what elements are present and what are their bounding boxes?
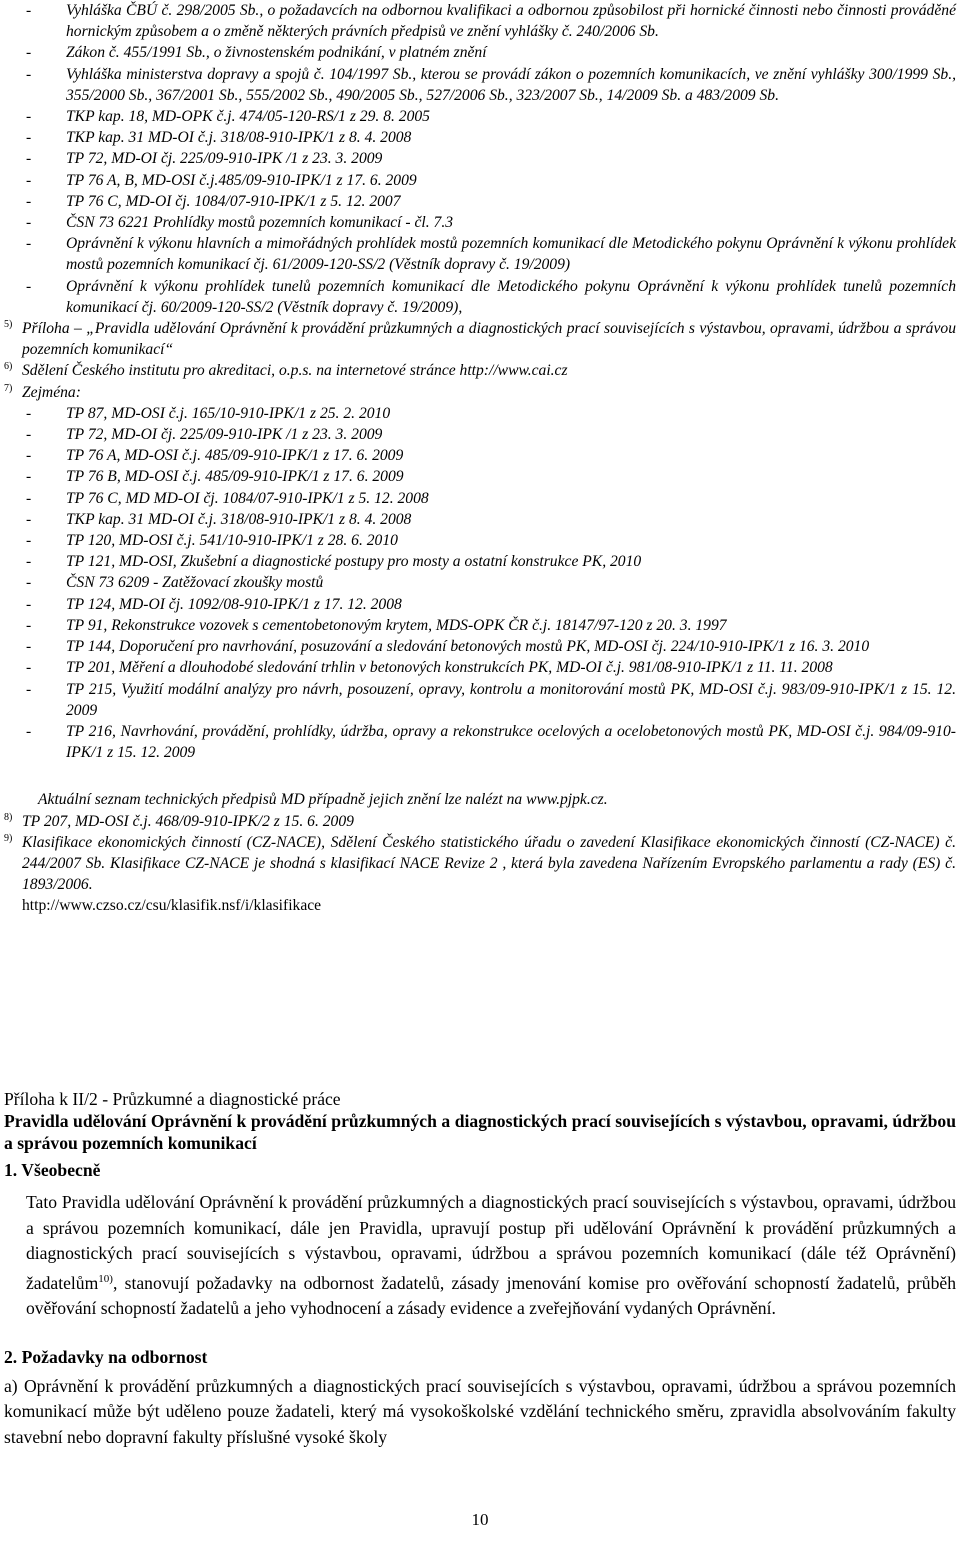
standards-note: Aktuální seznam technických předpisů MD případně jejich znění lze nalézt na www.pjpk.cz. [38,791,608,809]
list-item [0,276,960,318]
list-item [0,551,960,572]
list-item [0,594,960,615]
bullet-dash: - [26,595,32,613]
section-1-paragraph [0,1190,960,1322]
list-item [0,212,960,233]
bullet-dash: - [26,468,32,486]
list-item [0,615,960,636]
footnote-9-url: http://www.czso.cz/csu/klasifik.nsf/i/klasifikace [22,897,322,915]
bullet-dash: - [26,510,32,528]
list-item-text: TP 144, Doporučení pro navrhování, posuzování a sledování betonových mostů PK, MD-OSI čj. 224/10-910-IPK/1 z 16. 3. 2010 [66,638,870,656]
footnote-text: Klasifikace ekonomických činností (CZ-NACE), Sdělení Českého statistického úřadu o zavedení Klasifikace ekonomických činností (CZ-NACE) č. 244/2007 Sb. Klasifikace CZ-NACE je shodná s klasifikací NACE Revize 2 , která byla zavedena Nařízením Evropského parlamentu a rady (ES) č. 1893/2006. [22,833,956,894]
list-item [0,636,960,657]
list-item [0,0,960,42]
bullet-dash: - [26,574,32,592]
list-item-text: TKP kap. 31 MD-OI č.j. 318/08-910-IPK/1 z 8. 4. 2008 [66,129,412,147]
footnote-9 [0,832,960,896]
list-item-text: TP 72, MD-OI čj. 225/09-910-IPK /1 z 23. 3. 2009 [66,150,383,168]
list-item [0,530,960,551]
bullet-dash: - [26,214,32,232]
footnote-number: 6) [4,361,13,373]
list-item [0,106,960,127]
list-item-text: TP 76 A, MD-OSI č.j. 485/09-910-IPK/1 z 17. 6. 2009 [66,447,404,465]
list-item-text: TKP kap. 18, MD-OPK č.j. 474/05-120-RS/1 z 29. 8. 2005 [66,108,430,126]
bullet-dash: - [26,616,32,634]
list-item [0,403,960,424]
footnote-number: 7) [4,382,13,394]
bullet-dash: - [26,171,32,189]
bullet-dash: - [26,426,32,444]
list-item [0,466,960,487]
list-item [0,424,960,445]
footnote-ref: 10) [98,1272,113,1285]
footnote-text: Sdělení Českého institutu pro akreditaci, o.p.s. na internetové stránce http://www.cai.cz [22,362,568,380]
list-item [0,679,960,721]
footnote-5 [0,318,960,360]
bullet-dash: - [26,235,32,253]
list-item-text: TP 124, MD-OI čj. 1092/08-910-IPK/1 z 17. 12. 2008 [66,595,402,613]
bullet-dash: - [26,489,32,507]
list-item-text: ČSN 73 6209 - Zatěžovací zkoušky mostů [66,574,324,592]
bullet-dash: - [26,65,32,83]
section-2-heading: 2. Požadavky na odbornost [4,1346,208,1367]
list-item [0,148,960,169]
list-item [0,170,960,191]
list-item [0,445,960,466]
list-item-text: Oprávnění k výkonu prohlídek tunelů pozemních komunikací dle Metodického pokynu Oprávnění k výkonu prohlídek tunelů pozemních komunikací čj. 60/2009-120-SS/2 (Věstník dopravy č. 19/2009), [66,277,956,316]
list-item [0,64,960,106]
bullet-dash: - [26,277,32,295]
section-1-text-b: , stanovují požadavky na odbornost žadatelů, zásady jmenování komise pro ověřování schopností žadatelů, průběh ověřování schopností žadatelů a jeho vyhodnocení a zásady evidence a zveřejňování vydaných Oprávnění. [26,1272,956,1319]
list-item-text: TP 91, Rekonstrukce vozovek s cementobetonovým krytem, MDS-OPK ČR č.j. 18147/97-120 z 20. 3. 1997 [66,616,727,634]
bullet-dash: - [26,447,32,465]
list-item-text: Oprávnění k výkonu hlavních a mimořádných prohlídek mostů pozemních komunikací dle Metodického pokynu Oprávnění k výkonu prohlídek mostů pozemních komunikací čj. 61/2009-120-SS/2 (Věstník dopravy č. 19/2009) [66,235,956,274]
list-item-text: TP 76 B, MD-OSI č.j. 485/09-910-IPK/1 z 17. 6. 2009 [66,468,404,486]
footnote-6 [0,360,960,381]
footnote-7 [0,382,960,403]
list-item [0,509,960,530]
list-item [0,42,960,63]
bullet-dash: - [26,129,32,147]
bullet-dash: - [26,108,32,126]
footnote-number: 9) [4,832,13,844]
list-item-text: TP 216, Navrhování, provádění, prohlídky, údržba, opravy a rekonstrukce ocelových a ocelobetonových mostů PK, MD-OSI č.j. 984/09-910-IPK/1 z 15. 12. 2009 [66,722,956,762]
regulation-list [0,0,960,318]
attachment-title: Pravidla udělování Oprávnění k provádění průzkumných a diagnostických prací souvisejících s výstavbou, opravami, údržbou a správou pozemních komunikací [4,1111,956,1153]
list-item [0,127,960,148]
list-item-text: TP 120, MD-OSI č.j. 541/10-910-IPK/1 z 28. 6. 2010 [66,532,398,550]
bullet-dash: - [26,659,32,677]
bullet-dash: - [26,404,32,422]
list-item-text: TP 76 A, B, MD-OSI č.j.485/09-910-IPK/1 z 17. 6. 2009 [66,171,417,189]
bullet-dash: - [26,680,32,698]
bullet-dash: - [26,150,32,168]
section-1-heading: 1. Všeobecně [4,1160,101,1180]
footnote-number: 8) [4,811,13,823]
list-item [0,488,960,509]
attachment-label: Příloha k II/2 - Průzkumné a diagnostické práce [4,1089,341,1109]
list-item [0,721,960,763]
list-item-text: TP 215, Využití modální analýzy pro návrh, posouzení, opravy, kontrolu a monitorování mostů PK, MD-OSI č.j. 983/09-910-IPK/1 z 15. 12. 2009 [66,680,956,719]
item-text: Oprávnění k provádění průzkumných a diagnostických prací souvisejících s výstavbou, opravami, údržbou a správou pozemních komunikací může být uděleno pouze žadateli, který má vysokoškolské vzdělání technického směru, zpravidla absolvováním fakulty stavební nebo dopravní fakulty příslušné vysoké školy [4,1375,956,1448]
list-item-text: TP 76 C, MD MD-OI čj. 1084/07-910-IPK/1 z 5. 12. 2008 [66,489,429,507]
list-item-text: TP 87, MD-OSI č.j. 165/10-910-IPK/1 z 25. 2. 2010 [66,404,391,422]
bullet-dash: - [26,553,32,571]
bullet-dash: - [26,722,32,740]
list-item [0,191,960,212]
attachment-section [0,1088,960,1451]
footnote-text: TP 207, MD-OSI č.j. 468/09-910-IPK/2 z 15. 6. 2009 [22,812,354,830]
list-item [0,657,960,678]
list-item-text: TP 76 C, MD-OI čj. 1084/07-910-IPK/1 z 5. 12. 2007 [66,192,401,210]
footnote-number: 5) [4,319,13,331]
bullet-dash: - [26,192,32,210]
list-item-text: ČSN 73 6221 Prohlídky mostů pozemních komunikací - čl. 7.3 [66,214,454,232]
list-item [0,233,960,275]
page-number: 10 [471,1510,489,1529]
bullet-dash: - [26,44,32,62]
item-label: a) [4,1375,18,1396]
bullet-dash: - [26,532,32,550]
list-item-text: TP 72, MD-OI čj. 225/09-910-IPK /1 z 23. 3. 2009 [66,426,383,444]
list-item-text: Vyhláška ministerstva dopravy a spojů č. 104/1997 Sb., kterou se provádí zákon o pozemních komunikacích, ve znění vyhlášky 300/1999 Sb., 355/2000 Sb., 367/2001 Sb., 555/2002 Sb., 490/2005 Sb., 527/2006 Sb., 323/2007 Sb., 14/2009 Sb. a 483/2009 Sb. [66,65,956,104]
technical-standards-list [0,403,960,763]
footnote-text: Příloha – „Pravidla udělování Oprávnění k provádění průzkumných a diagnostických prací souvisejících s výstavbou, opravami, údržbou a správou pozemních komunikací“ [22,320,956,359]
footnote-8 [0,811,960,832]
section-2-item-a [0,1374,960,1451]
list-item-text: TP 201, Měření a dlouhodobé sledování trhlin v betonových konstrukcích PK, MD-OI č.j. 981/08-910-IPK/1 z 11. 11. 2008 [66,659,833,677]
footnote-text: Zejména: [22,383,81,401]
bullet-dash: - [26,2,32,19]
list-item [0,572,960,593]
list-item-text: TKP kap. 31 MD-OI č.j. 318/08-910-IPK/1 z 8. 4. 2008 [66,510,412,528]
list-item-text: Zákon č. 455/1991 Sb., o živnostenském podnikání, v platném znění [66,44,487,62]
bullet-dash: - [26,638,32,656]
section-1-text-a: Tato Pravidla udělování Oprávnění k provádění průzkumných a diagnostických prací souvisejících s výstavbou, opravami, údržbou a správou pozemních komunikací, dále jen Pravidla, upravují postup při udělování Oprávnění k provádění průzkumných a diagnostických prací souvisejících s výstavbou, opravami, údržbou a správou pozemních komunikací (dále též Oprávnění) žadatelům [26,1192,956,1293]
list-item-text: Vyhláška ČBÚ č. 298/2005 Sb., o požadavcích na odbornou kvalifikaci a odbornou způsobilost při hornické činnosti nebo činnosti prováděné hornickým způsobem a o změně některých právních předpisů ve znění vyhlášky č. 240/2006 Sb. [66,2,956,41]
list-item-text: TP 121, MD-OSI, Zkušební a diagnostické postupy pro mosty a ostatní konstrukce PK, 2010 [66,553,642,571]
